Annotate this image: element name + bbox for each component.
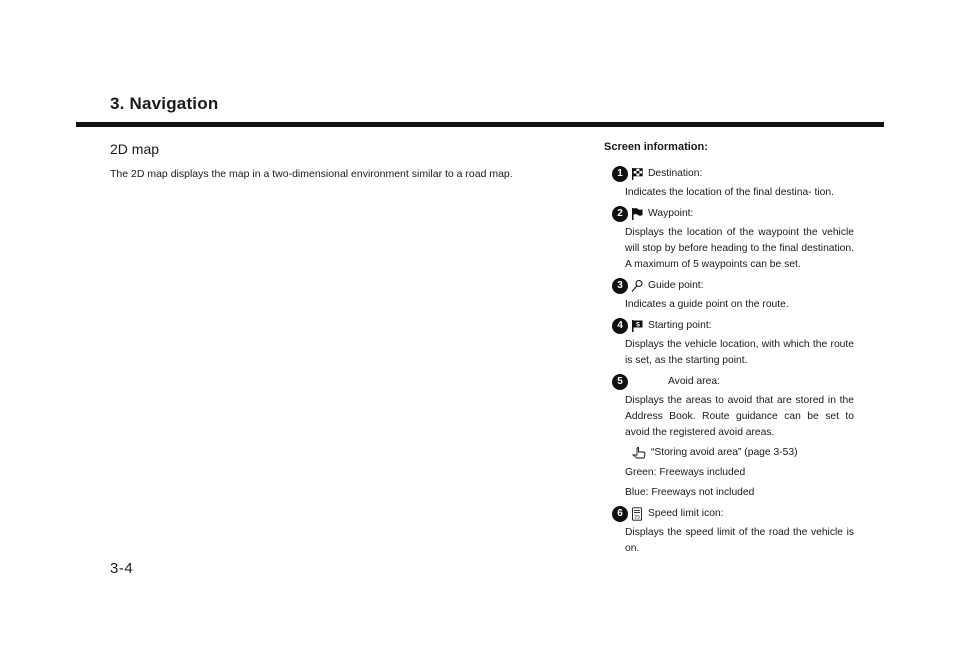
- chapter-rule: [76, 122, 884, 127]
- item-number-badge: 2: [612, 206, 628, 222]
- item-label: Speed limit icon:: [648, 508, 724, 519]
- item-number-badge: 1: [612, 166, 628, 182]
- speed-limit-icon: [630, 507, 644, 521]
- item-label: Destination:: [648, 168, 703, 179]
- flag-icon: [630, 207, 644, 221]
- item-description: Displays the areas to avoid that are stored in the Address Book. Route guidance can be set to avoid the registered avoid areas.: [625, 395, 854, 438]
- item-description: Displays the vehicle location, with which the route is set, as the starting point.: [625, 339, 854, 366]
- item-label: Waypoint:: [648, 208, 694, 219]
- item-number-badge: 5: [612, 374, 628, 390]
- item-description: Indicates a guide point on the route.: [625, 299, 789, 310]
- screen-info-item: [604, 505, 854, 557]
- avoid-area-note: Green: Freeways included: [625, 467, 746, 478]
- item-description: Indicates the location of the final destina- tion.: [625, 187, 834, 198]
- item-label: Avoid area:: [668, 376, 720, 387]
- item-number-badge: 3: [612, 278, 628, 294]
- starting-flag-icon: [630, 319, 644, 333]
- item-label: Starting point:: [648, 320, 712, 331]
- reference-pointer-icon: [625, 446, 647, 460]
- screen-info-item: [604, 317, 854, 369]
- svg-text:S: S: [635, 321, 641, 329]
- page-reference[interactable]: [604, 445, 854, 461]
- item-description: Displays the location of the waypoint the vehicle will stop by before heading to the final destination. A maximum of 5 waypoints can be set.: [625, 227, 854, 270]
- item-label: Guide point:: [648, 280, 704, 291]
- screen-info-column: [604, 139, 854, 561]
- section-title: 2D map: [110, 141, 160, 157]
- page-reference-text: “Storing avoid area” (page 3-53): [651, 447, 798, 458]
- section-intro: The 2D map displays the map in a two-dimensional environment similar to a road map.: [110, 168, 513, 180]
- screen-info-item: [604, 373, 854, 501]
- page-number: 3-4: [110, 560, 134, 577]
- chapter-title: 3. Navigation: [110, 94, 219, 113]
- screen-info-item: [604, 277, 854, 313]
- item-number-badge: 6: [612, 506, 628, 522]
- svg-text:25: 25: [634, 515, 640, 521]
- checkered-flag-icon: [630, 167, 644, 181]
- guide-point-icon: [630, 279, 644, 293]
- screen-info-heading: Screen information:: [604, 141, 708, 153]
- screen-info-item: [604, 205, 854, 273]
- item-number-badge: 4: [612, 318, 628, 334]
- screen-info-item: [604, 165, 854, 201]
- item-description: Displays the speed limit of the road the vehicle is on.: [625, 527, 854, 554]
- avoid-area-note: Blue: Freeways not included: [625, 487, 755, 498]
